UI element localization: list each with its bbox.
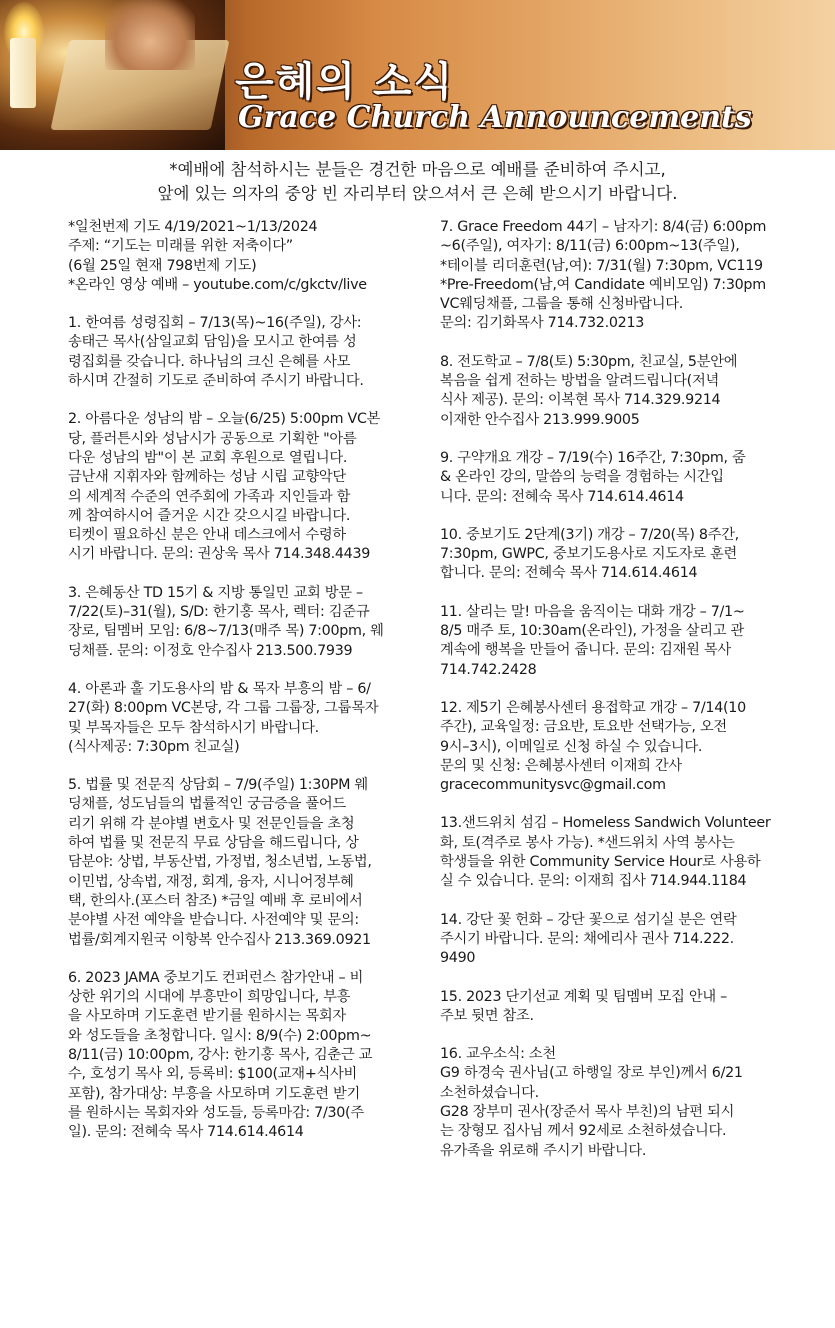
announcement-line: 이재한 안수집사 213.999.9005 xyxy=(440,411,640,428)
announcement-line: 문의 및 신청: 은혜봉사센터 이재희 간사 xyxy=(440,757,682,774)
announcement-item xyxy=(68,410,432,564)
announcement-line: (6월 25일 현재 798번제 기도) xyxy=(68,257,257,274)
announcement-line: 및 부목자들은 모두 참석하시기 바랍니다. xyxy=(68,719,319,736)
announcement-line: 법률/회계지원국 이항복 안수집사 213.369.0921 xyxy=(68,931,371,948)
announcement-line: 복음을 쉽게 전하는 방법을 알려드립니다(저녁 xyxy=(440,373,719,390)
announcement-line: 상한 위기의 시대에 부흥만이 희망입니다, 부흥 xyxy=(68,989,351,1006)
announcement-line: 장로, 팀멤버 모임: 6/8~7/13(매주 목) 7:00pm, 웨 xyxy=(68,623,384,640)
praying-hands-icon xyxy=(105,0,195,70)
announcement-line: 당, 플러튼시와 성남시가 공동으로 기획한 "아름 xyxy=(68,430,357,447)
announcement-item xyxy=(68,314,432,391)
announcement-line: 7/22(토)–31(월), S/D: 한기홍 목사, 렉터: 김준규 xyxy=(68,604,370,621)
announcement-line: 16. 교우소식: 소천 xyxy=(440,1046,556,1063)
announcement-line: 계속에 행복을 만들어 줍니다. 문의: 김재원 목사 xyxy=(440,642,731,659)
announcement-line: 2. 아름다운 성남의 밤 – 오늘(6/25) 5:00pm VC본 xyxy=(68,411,381,428)
announcement-line: gracecommunitysvc@gmail.com xyxy=(440,777,666,794)
page-title: 은혜의 소식 xyxy=(235,59,455,105)
announcement-line: 다운 성남의 밤"이 본 교회 후원으로 열립니다. xyxy=(68,449,348,466)
announcement-line: *테이블 리더훈련(남,여): 7/31(월) 7:30pm, VC119 xyxy=(440,257,763,274)
candle-icon xyxy=(10,38,36,108)
announcement-line: 문의: 김기화목사 714.732.0213 xyxy=(440,315,645,332)
announcement-item xyxy=(68,680,432,757)
announcement-line: & 온라인 강의, 말씀의 능력을 경험하는 시간입 xyxy=(440,469,724,486)
announcement-item xyxy=(68,584,432,661)
worship-notice xyxy=(0,158,835,206)
praying-hands-candle-photo xyxy=(0,0,225,150)
announcement-line: 유가족을 위로해 주시기 바랍니다. xyxy=(440,1142,647,1159)
announcement-line: 1. 한여름 성령집회 – 7/13(목)~16(주일), 강사: xyxy=(68,315,362,332)
right-announcement-column xyxy=(440,218,800,1180)
announcement-line: 니다. 문의: 전혜숙 목사 714.614.4614 xyxy=(440,488,684,505)
announcement-line: 9. 구약개요 개강 – 7/19(수) 16주간, 7:30pm, 줌 xyxy=(440,449,746,466)
announcement-line: 27(화) 8:00pm VC본당, 각 그룹 그룹장, 그룹목자 xyxy=(68,700,379,717)
announcement-line: 14. 강단 꽃 헌화 – 강단 꽃으로 섬기실 분은 연락 xyxy=(440,911,737,928)
announcement-line: 15. 2023 단기선교 계획 및 팀멤버 모집 안내 – xyxy=(440,988,727,1005)
announcement-item xyxy=(68,969,432,1143)
announcement-line: 하여 법률 및 전문직 무료 상담을 해드립니다, 상 xyxy=(68,835,359,852)
announcement-line: 께 참여하시어 즐거운 시간 갖으시길 바랍니다. xyxy=(68,507,351,524)
announcement-line: 분야별 사전 예약을 받습니다. 사전예약 및 문의: xyxy=(68,912,359,929)
announcement-line: 10. 중보기도 2단계(3기) 개강 – 7/20(목) 8주간, xyxy=(440,526,739,543)
announcement-line: 이민법, 상속법, 재정, 회계, 융자, 시니어정부혜 xyxy=(68,873,354,890)
announcement-line: 송태근 목사(삼일교회 담임)을 모시고 한여름 성 xyxy=(68,334,357,351)
announcement-line: ~6(주일), 여자기: 8/11(금) 6:00pm~13(주일), xyxy=(440,238,740,255)
announcement-line: 딩채플. 문의: 이정호 안수집사 213.500.7939 xyxy=(68,642,353,659)
announcement-line: 7. Grace Freedom 44기 – 남자기: 8/4(금) 6:00pm xyxy=(440,219,767,235)
announcement-line: 택, 한의사.(포스터 참조) *금일 예배 후 로비에서 xyxy=(68,892,363,909)
page-subtitle: Grace Church Announcements xyxy=(238,100,752,135)
announcement-line: 식사 제공). 문의: 이복현 목사 714.329.9214 xyxy=(440,392,721,409)
announcement-item xyxy=(440,699,800,795)
announcement-line: 8/11(금) 10:00pm, 강사: 한기홍 목사, 김춘근 교 xyxy=(68,1046,373,1063)
announcement-line: 9490 xyxy=(440,950,476,967)
announcement-line: 담분야: 상법, 부동산법, 가정법, 청소년법, 노동법, xyxy=(68,854,372,871)
announcement-line: 를 원하시는 목회자와 성도들, 등록마감: 7/30(주 xyxy=(68,1104,364,1121)
announcement-line: 포함), 참가대상: 부흥을 사모하며 기도훈련 받기 xyxy=(68,1085,360,1102)
announcement-line: 5. 법률 및 전문직 상담회 – 7/9(주일) 1:30PM 웨 xyxy=(68,777,368,794)
announcement-line: 티켓이 필요하신 분은 안내 데스크에서 수령하 xyxy=(68,527,346,544)
announcement-line: 딩채플, 성도님들의 법률적인 궁금증을 풀어드 xyxy=(68,796,346,813)
announcement-line: 실 수 있습니다. 문의: 이재희 집사 714.944.1184 xyxy=(440,873,747,890)
announcement-line: 8. 전도학교 – 7/8(토) 5:30pm, 친교실, 5분안에 xyxy=(440,353,738,370)
announcement-item xyxy=(440,1045,800,1161)
announcement-line: 714.742.2428 xyxy=(440,661,537,678)
announcement-line: 일). 문의: 전혜숙 목사 714.614.4614 xyxy=(68,1124,304,1141)
worship-notice-line: *예배에 참석하시는 분들은 경건한 마음으로 예배를 준비하여 주시고, xyxy=(169,160,666,179)
announcement-line: G9 하경숙 권사님(고 하행일 장로 부인)께서 6/21 xyxy=(440,1065,743,1082)
announcement-line: 는 장형모 집사님 께서 92세로 소천하셨습니다. xyxy=(440,1123,727,1140)
announcement-item xyxy=(440,911,800,969)
announcement-line: 11. 살리는 말! 마음을 움직이는 대화 개강 – 7/1~ xyxy=(440,603,745,620)
announcement-item xyxy=(440,988,800,1027)
announcement-line: 을 사모하며 기도훈련 받기를 원하시는 목회자 xyxy=(68,1008,346,1025)
announcement-line: 와 성도들을 초청합니다. 일시: 8/9(수) 2:00pm~ xyxy=(68,1027,372,1044)
announcement-item xyxy=(440,603,800,680)
announcement-line: 주간), 교육일정: 금요반, 토요반 선택가능, 오전 xyxy=(440,719,727,736)
announcement-line: 수, 호성기 목사 외, 등록비: $100(교재+식사비 xyxy=(68,1066,358,1083)
announcement-line: G28 장부미 권사(장준서 목사 부친)의 남편 되시 xyxy=(440,1103,735,1120)
announcement-line: 주시기 바랍니다. 문의: 채에리사 권사 714.222. xyxy=(440,930,734,947)
announcement-line: 4. 아론과 훌 기도용사의 밤 & 목자 부흥의 밤 – 6/ xyxy=(68,680,371,697)
announcement-item xyxy=(440,218,800,334)
announcement-line: 의 세계적 수준의 연주회에 가족과 지인들과 함 xyxy=(68,488,351,505)
announcement-line: 금난새 지휘자와 함께하는 성남 시립 교향악단 xyxy=(68,469,346,486)
announcement-line: 시기 바랍니다. 문의: 권상욱 목사 714.348.4439 xyxy=(68,546,371,563)
announcement-item xyxy=(440,449,800,507)
announcement-line: 8/5 매주 토, 10:30am(온라인), 가정을 살리고 관 xyxy=(440,623,745,640)
announcement-line: 소천하셨습니다. xyxy=(440,1084,539,1101)
announcement-line: VC웨딩채플, 그룹을 통해 신청바랍니다. xyxy=(440,296,684,313)
announcement-line: 7:30pm, GWPC, 중보기도용사로 지도자로 훈련 xyxy=(440,546,738,563)
announcement-line: 하시며 간절히 기도로 준비하여 주시기 바랍니다. xyxy=(68,373,364,390)
announcement-line: 리기 위해 각 분야별 변호사 및 전문인들을 초청 xyxy=(68,815,355,832)
announcement-line: (식사제공: 7:30pm 친교실) xyxy=(68,738,240,755)
announcement-line: *일천번제 기도 4/19/2021~1/13/2024 xyxy=(68,219,318,235)
announcement-line: 화, 토(격주로 봉사 가능). *샌드위치 사역 봉사는 xyxy=(440,834,735,851)
announcement-item xyxy=(440,814,800,891)
announcement-line: 령집회를 갖습니다. 하나님의 크신 은혜를 사모 xyxy=(68,353,351,370)
worship-notice-line: 앞에 있는 의자의 중앙 빈 자리부터 앉으셔서 큰 은혜 받으시기 바랍니다. xyxy=(157,184,678,203)
announcement-item xyxy=(440,353,800,430)
announcement-line: 13.샌드위치 섬김 – Homeless Sandwich Volunteer xyxy=(440,815,771,832)
announcement-line: 주보 뒷면 참조. xyxy=(440,1007,534,1024)
announcement-item xyxy=(68,776,432,950)
announcement-line: 주제: “기도는 미래를 위한 저축이다” xyxy=(68,238,293,255)
announcement-line: 학생들을 위한 Community Service Hour로 사용하 xyxy=(440,854,761,871)
announcement-item xyxy=(68,218,432,295)
announcement-header xyxy=(0,0,835,150)
left-announcement-column xyxy=(68,218,432,1161)
announcement-line: 합니다. 문의: 전혜숙 목사 714.614.4614 xyxy=(440,565,698,582)
announcement-line: 6. 2023 JAMA 중보기도 컨퍼런스 참가안내 – 비 xyxy=(68,969,364,986)
announcement-line: *Pre-Freedom(남,여 Candidate 예비모임) 7:30pm xyxy=(440,276,766,293)
announcement-line: 3. 은혜동산 TD 15기 & 지방 통일민 교회 방문 – xyxy=(68,584,363,601)
announcement-line: *온라인 영상 예배 – youtube.com/c/gkctv/live xyxy=(68,276,367,293)
announcement-line: 9시–3시), 이메일로 신청 하실 수 있습니다. xyxy=(440,738,703,755)
announcement-item xyxy=(440,526,800,584)
announcement-line: 12. 제5기 은혜봉사센터 용접학교 개강 – 7/14(10 xyxy=(440,699,746,716)
